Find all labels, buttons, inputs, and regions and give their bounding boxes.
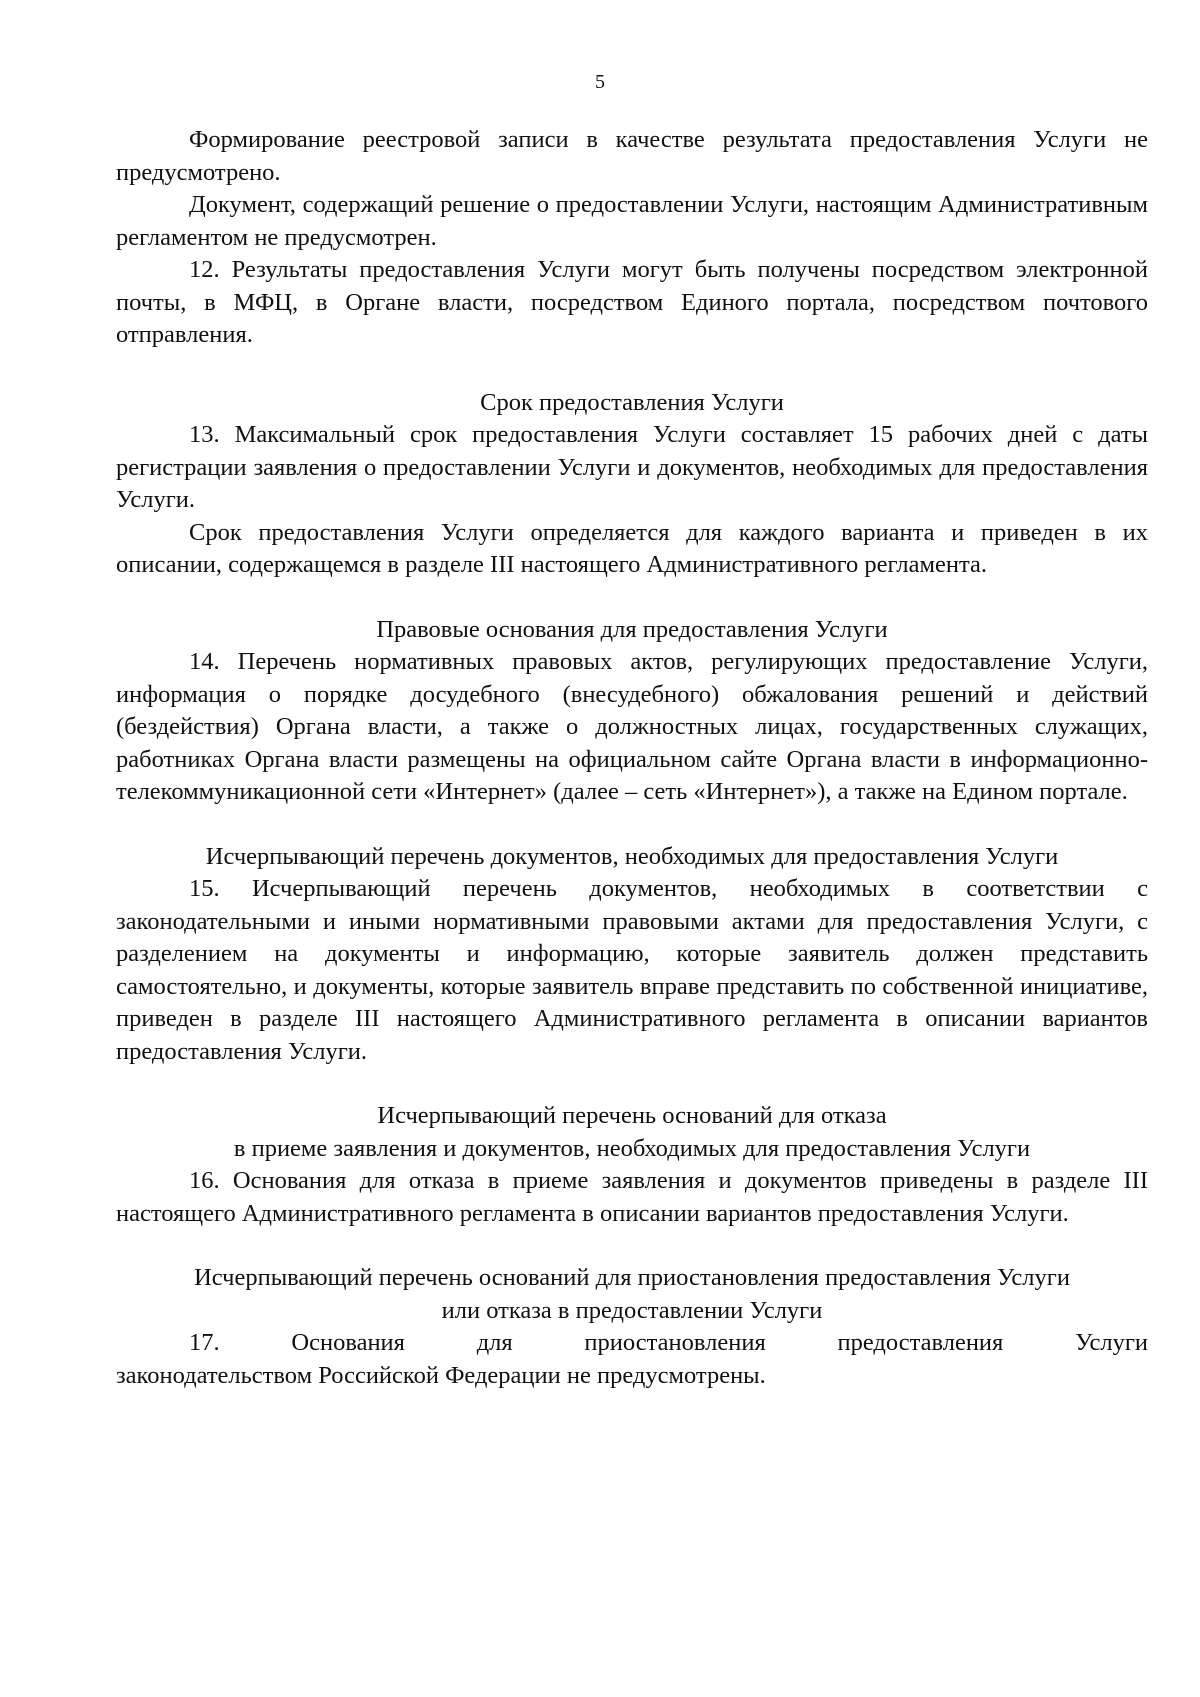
heading-suspension-grounds-line2: или отказа в предоставлении Услуги <box>441 1296 823 1324</box>
paragraph-term-variants: Срок предоставления Услуги определяется для каждого варианта и приведен в их описании, содержащемся в разделе III настоящего Административного регламента. <box>116 518 1148 578</box>
heading-documents-list: Исчерпывающий перечень документов, необходимых для предоставления Услуги <box>205 842 1059 870</box>
paragraph-14-legal-acts: 14. Перечень нормативных правовых актов, регулирующих предоставление Услуги, информация о порядке досудебного (внесудебного) обжалования решений и действий (бездействия) Органа власти, а также о должностных лицах, государственных служащих, работниках Органа власти размещены на официальном сайте Органа власти в информационно-телекоммуникационной сети «Интернет» (далее – сеть «Интернет»), а также на Едином портале. <box>116 648 1148 805</box>
page-number: 5 <box>595 71 605 93</box>
heading-legal-basis: Правовые основания для предоставления Услуги <box>376 615 888 643</box>
paragraph-16-refusal: 16. Основания для отказа в приеме заявления и документов приведены в разделе III настоящего Административного регламента в описании вариантов предоставления Услуги. <box>116 1167 1148 1227</box>
spacer <box>116 1068 1148 1100</box>
paragraph-12-results: 12. Результаты предоставления Услуги могут быть получены посредством электронной почты, в МФЦ, в Органе власти, посредством Единого портала, посредством почтового отправления. <box>116 256 1148 348</box>
heading-refusal-grounds-line1: Исчерпывающий перечень оснований для отказа <box>377 1102 887 1129</box>
spacer <box>116 352 1148 387</box>
spacer <box>116 809 1148 841</box>
heading-suspension-grounds-line1: Исчерпывающий перечень оснований для приостановления предоставления Услуги <box>194 1264 1070 1291</box>
paragraph-17-suspension-line2: законодательством Российской Федерации не предусмотрены. <box>116 1361 766 1389</box>
paragraph-decision-document: Документ, содержащий решение о предоставлении Услуги, настоящим Административным регламентом не предусмотрен. <box>116 191 1148 251</box>
document-body <box>116 124 1148 1392</box>
spacer <box>116 582 1148 614</box>
paragraph-registry-record: Формирование реестровой записи в качестве результата предоставления Услуги не предусмотрено. <box>116 126 1148 186</box>
paragraph-15-documents: 15. Исчерпывающий перечень документов, необходимых в соответствии с законодательными и иными нормативными правовыми актами для предоставления Услуги, с разделением на документы и информацию, которые заявитель должен представить самостоятельно, и документы, которые заявитель вправе представить по собственной инициативе, приведен в разделе III настоящего Административного регламента в описании вариантов предоставления Услуги. <box>116 875 1148 1065</box>
paragraph-17-suspension-line1: 17. Основания для приостановления предоставления Услуги <box>189 1329 1148 1356</box>
heading-refusal-grounds-line2: в приеме заявления и документов, необходимых для предоставления Услуги <box>233 1134 1031 1162</box>
paragraph-13-max-term: 13. Максимальный срок предоставления Услуги составляет 15 рабочих дней с даты регистрации заявления о предоставлении Услуги и документов, необходимых для предоставления Услуги. <box>116 421 1148 513</box>
heading-service-term: Срок предоставления Услуги <box>480 388 784 416</box>
spacer <box>116 1230 1148 1262</box>
